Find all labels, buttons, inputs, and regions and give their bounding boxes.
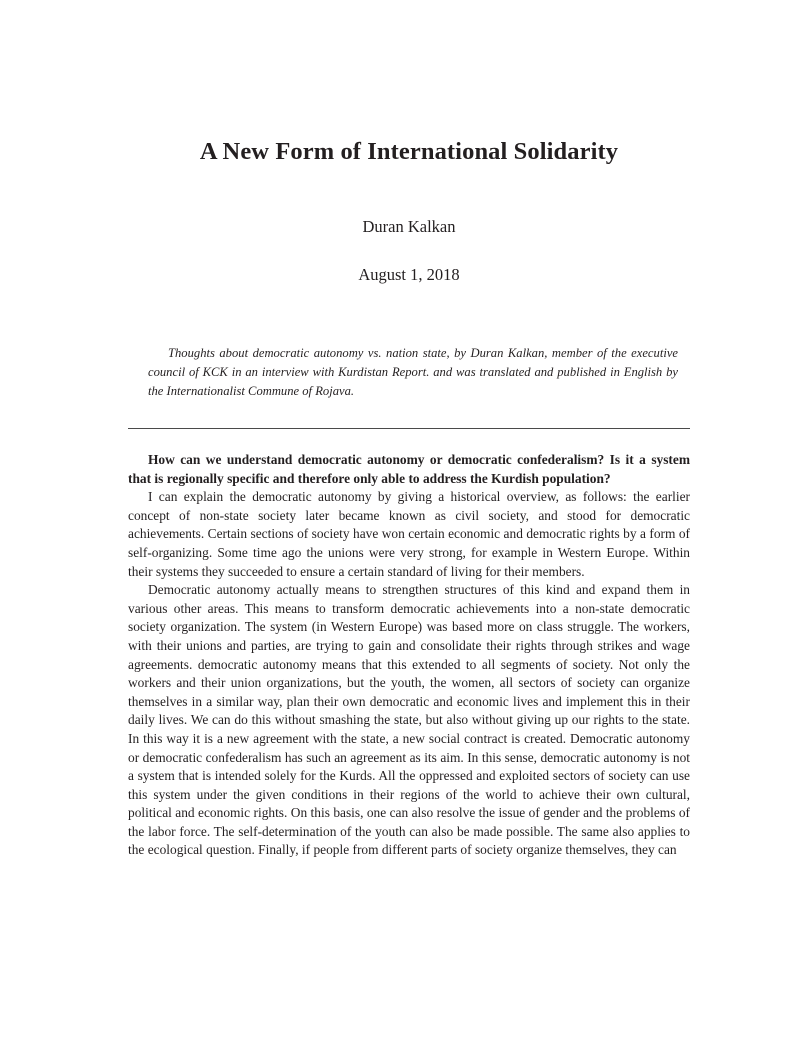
horizontal-rule (128, 428, 690, 429)
document-date: August 1, 2018 (358, 265, 460, 284)
answer-paragraph: I can explain the democratic autonomy by giving a historical overview, as follows: the earlier concept of non-state society later became known as civil society, and stood for democratic achievements. Certain sections of society have won certain economic and democratic rights by a form of self-organizing. Some time ago the unions were very strong, for example in Western Europe. Within their systems they succeeded to ensure a certain standard of living for their members. (128, 489, 690, 579)
interview-question: How can we understand democratic autonomy or democratic confederalism? Is it a system that is regionally specific and therefore only able to address the Kurdish population? (128, 452, 690, 486)
document-body (128, 451, 690, 860)
abstract-text: Thoughts about democratic autonomy vs. nation state, by Duran Kalkan, member of the executive council of KCK in an interview with Kurdistan Report. and was translated and published in English by the Internationalist Commune of Rojava. (148, 346, 678, 398)
document-author: Duran Kalkan (362, 217, 456, 236)
document-title: A New Form of International Solidarity (199, 138, 619, 165)
document-abstract (148, 344, 678, 401)
answer-paragraph: Democratic autonomy actually means to strengthen structures of this kind and expand them in various other areas. This means to transform democratic achievements into a non-state democratic society organization. The system (in Western Europe) was based more on class struggle. The workers, with their unions and parties, are trying to gain and consolidate their rights through strikes and wage agreements. democratic autonomy means that this extended to all segments of society. Not only the workers and their union organizations, but the youth, the women, all sectors of society can organize themselves in a similar way, plan their own democratic and economic lives and implement this in their daily lives. We can do this without smashing the state, but also without giving up our rights to the state. In this way it is a new agreement with the state, a new social contract is created. Democratic autonomy or democratic confederalism has such an agreement as its aim. In this sense, democratic autonomy is not a system that is intended solely for the Kurds. All the oppressed and exploited sectors of society can use this system under the given conditions in their regions of the world to achieve their own cultural, political and economic rights. On this basis, one can also resolve the issue of gender and the problems of the labor force. The self-determination of the youth can also be made possible. The same also applies to the ecological question. Finally, if people from different parts of society organize themselves, they can (128, 582, 690, 858)
